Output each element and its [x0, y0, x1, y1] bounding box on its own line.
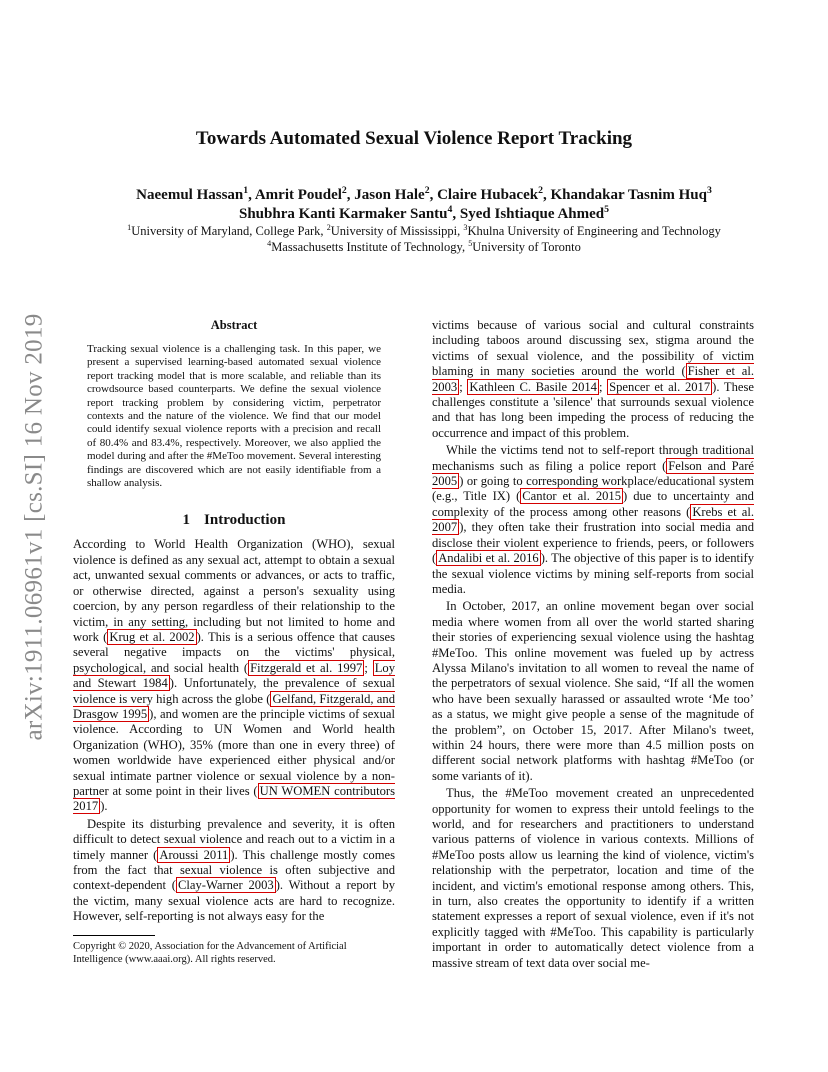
- right-paragraph-3: In October, 2017, an online movement began over social media where women from all over the world started sharing their stories of experiencing sexual violence using the hashtag #MeToo. This online movement was fueled up by actress Alyssa Milano's invitation to all women to reveal the name of the perpetrators of sexual violence. She said, “If all the women who have been sexually harassed or assaulted wrote ‘Me too’ as a status, we might give people a sense of the magnitude of the problem”, on October 15, 2017. After Milano's tweet, within 24 hours, there were more than 4.5 million posts on different social network platforms with hashtag #MeToo (or some variants of it).: [432, 599, 754, 783]
- affiliation: $^2$University of Mississippi,: [326, 222, 464, 238]
- arxiv-stamp: [12, 292, 58, 762]
- citation-link[interactable]: Cantor et al. 2015: [522, 489, 622, 504]
- section-number: 1: [182, 512, 191, 529]
- abstract-text: Tracking sexual violence is a challenging task. In this paper, we present a supervised learning-based automated sexual violence report tracking model that is more scalable, and reliable than its crowdsource based counterparts. We define the sexual violence report tracking problem by considering victim, perpetrator contexts and the nature of the violence. We find that our model could identify sexual violence reports with a precision and recall of 80.4% and 83.4%, respectively. Moreover, we also applied the model during and after the #MeToo movement. Several interesting findings are discovered which are not easily identifiable from a shallow analysis.: [87, 343, 381, 490]
- right-paragraph-2: While the victims tend not to self-report through traditional mechanisms such as filing a police report ( Felson and Paré 2005 ) or going to corresponding workplace/educational system (e.g., Title IX) ( Cantor et al. 2015 ) due to uncertainty and complexity of the process among other reasons ( Krebs et al. 2007 ), they often take their frustration into social media and disclose their violent experience to friends, peers, or followers ( Andalibi et al. 2016 ). The objective of this paper is to identify the sexual violence victims by mining self-reports from social media.: [432, 443, 755, 596]
- copyright-footnote: Copyright © 2020, Association for the Advancement of Artificial Intelligence (www.aaai.org). All rights reserved.: [73, 940, 347, 965]
- left-column: [73, 318, 395, 966]
- citation-link[interactable]: Krug et al. 2002: [109, 629, 195, 644]
- section-title: Introduction: [204, 512, 286, 529]
- author: Amrit Poudel$^2$,: [254, 185, 355, 203]
- author: Shubhra Kanti Karmaker Santu$^4$,: [239, 204, 460, 222]
- citation-link[interactable]: Loy and Stewart 1984: [73, 660, 395, 691]
- citation-link[interactable]: Spencer et al. 2017: [609, 379, 711, 394]
- citation-link[interactable]: Aroussi 2011: [159, 847, 229, 862]
- affiliation-list: [60, 223, 788, 255]
- affiliation: $^4$Massachusetts Institute of Technology,: [267, 238, 469, 254]
- citation-link[interactable]: Krebs et al. 2007: [432, 504, 754, 535]
- citation-link[interactable]: Andalibi et al. 2016: [438, 551, 539, 566]
- citation-link[interactable]: UN WOMEN contributors 2017: [73, 783, 395, 814]
- author: Jason Hale$^2$,: [354, 185, 438, 203]
- right-column: [432, 318, 754, 971]
- right-paragraph-1: victims because of various social and cultural constraints including taboos around discussing sex, stigma around the victims of sexual violence, and the possibility of victim blaming in many societies around the world ( Fisher et al. 2003 ; Kathleen C. Basile 2014 ; Spencer et al. 2017 ). These challenges constitute a 'silence' that surrounds sexual violence and that has long been impeding the process of reducing the occurrence and impact of this problem.: [432, 318, 755, 440]
- affiliation: $^1$University of Maryland, College Park,: [127, 222, 327, 238]
- right-paragraph-4: Thus, the #MeToo movement created an unprecedented opportunity for women to express their untold feelings to the world, and for researchers and practitioners to understand various patterns of violence in various contexts. Millions of #MeToo posts allow us learning the kind of violence, victim's relationship with the perpetrator, location and time of the incident, and victim's emotional response among others. This, in turn, also creates the opportunity to identify if a written statement expresses a report of sexual violence, even if it's not explicitly tagged with #MeToo. This capability is particularly important in order to automatically detect violence from a massive stream of text data over social me-: [432, 786, 754, 970]
- paper-title: Towards Automated Sexual Violence Report Tracking: [195, 128, 633, 149]
- arxiv-stamp-text: arXiv:1911.06961v1 [cs.SI] 16 Nov 2019: [21, 313, 49, 741]
- affiliation: $^5$University of Toronto: [468, 238, 581, 254]
- author: Naeemul Hassan$^1$,: [136, 185, 255, 203]
- footnote-rule: [73, 935, 155, 936]
- author: Claire Hubacek$^2$,: [437, 185, 551, 203]
- citation-link[interactable]: Gelfand, Fitzgerald, and Drasgow 1995: [73, 691, 395, 721]
- citation-link[interactable]: Clay-Warner 2003: [178, 878, 274, 893]
- author: Khandakar Tasnim Huq$^3$: [550, 185, 712, 203]
- author-list: [60, 186, 788, 224]
- citation-link[interactable]: Felson and Paré 2005: [432, 458, 754, 489]
- section-heading-introduction: [73, 512, 395, 529]
- author: Syed Ishtiaque Ahmed$^5$: [459, 204, 609, 222]
- affiliation: $^3$Khulna University of Engineering and Technology: [463, 222, 721, 238]
- intro-paragraph-1: According to World Health Organization (WHO), sexual violence is defined as any sexual act, attempt to obtain a sexual act, unwanted sexual comments or advances, or acts to traffic, or otherwise directed, against a person's sexuality using coercion, by any person regardless of their relationship to the victim, in any setting, including but not limited to home and work ( Krug et al. 2002 ). This is a serious offence that causes several negative impacts on the victims' physical, psychological, and social health ( Fitzgerald et al. 1997 ; Loy and Stewart 1984 ). Unfortunately, the prevalence of sexual violence is very high across the globe ( Gelfand, Fitzgerald, and Drasgow 1995 ), and women are the principle victims of sexual violence. According to UN Women and World health Organization (WHO), 35% (more than one in every three) of women worldwide have experienced either physical and/or sexual intimate partner violence or sexual violence by a non-partner at some point in their lives ( UN WOMEN contributors 2017 ).: [73, 537, 396, 814]
- citation-link[interactable]: Fitzgerald et al. 1997: [250, 660, 363, 675]
- abstract-heading: Abstract: [210, 318, 258, 332]
- citation-link[interactable]: Kathleen C. Basile 2014: [469, 379, 597, 394]
- citation-link[interactable]: Fisher et al. 2003: [432, 364, 755, 394]
- intro-paragraph-2: Despite its disturbing prevalence and severity, it is often difficult to detect sexual violence and reach out to a victim in a timely manner ( Aroussi 2011 ). This challenge mostly comes from the fact that sexual violence is often subjective and context-dependent ( Clay-Warner 2003 ). Without a report by the victim, many sexual violence acts are hard to recognize. However, self-reporting is not always easy for the: [73, 816, 395, 924]
